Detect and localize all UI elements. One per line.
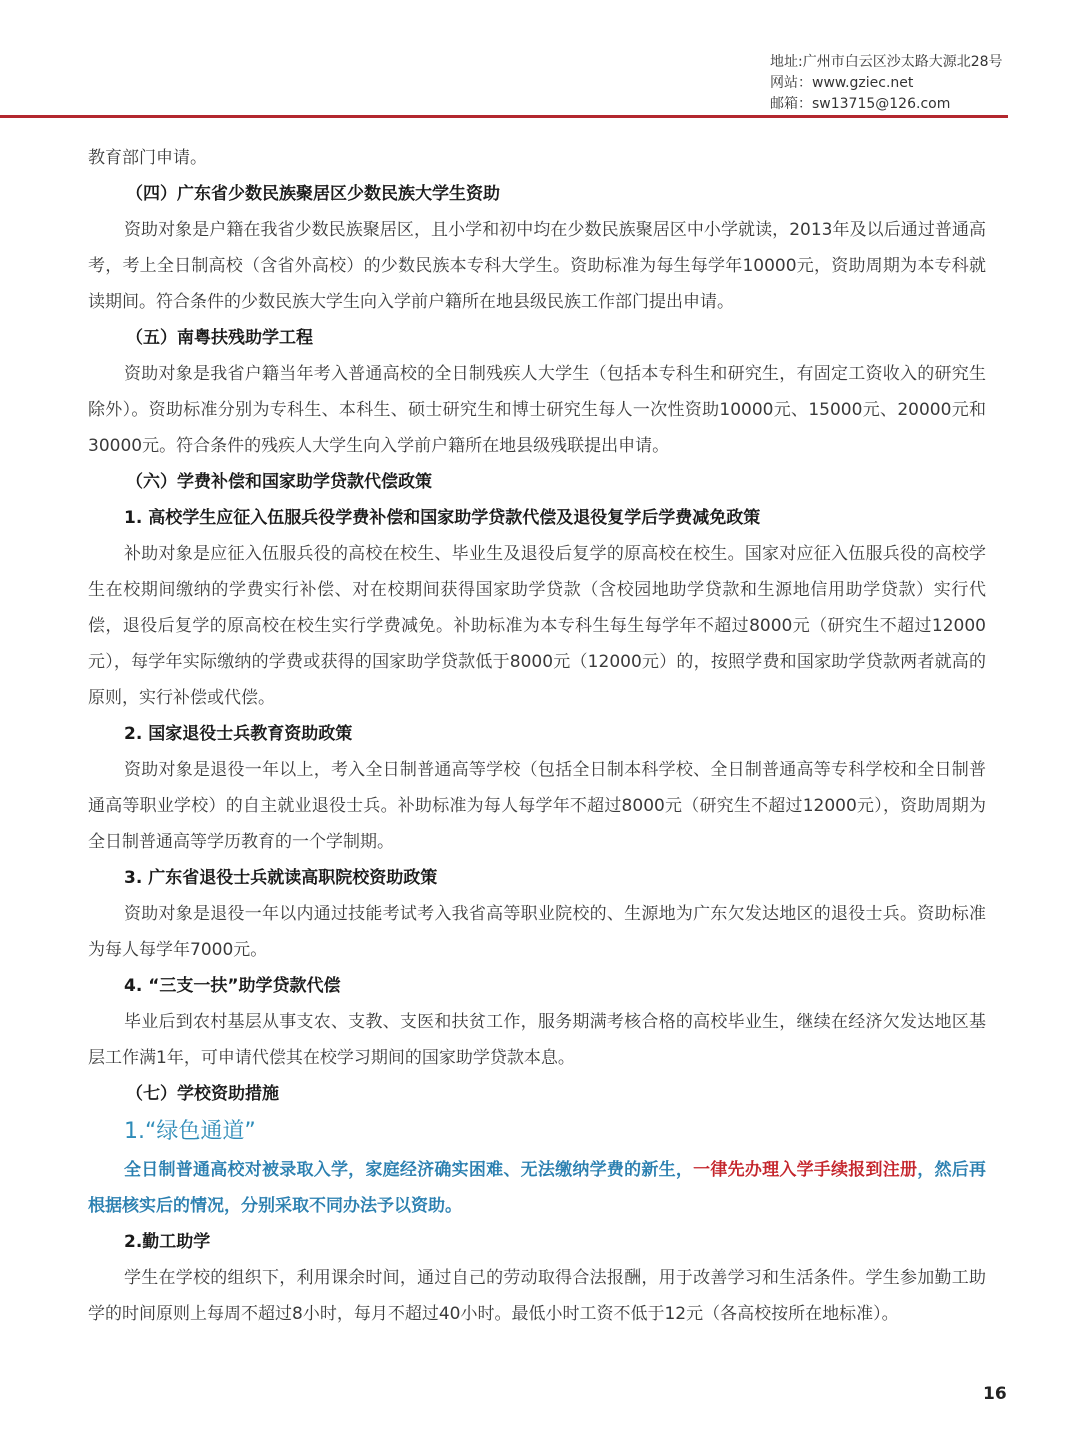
paragraph-work-study: 学生在学校的组织下，利用课余时间，通过自己的劳动取得合法报酬，用于改善学习和生活条件。学生参加勤工助学的时间原则上每周不超过8小时，每月不超过40小时。最低小时工资不低于12元（各高校按所在地标准）。	[88, 1268, 986, 1324]
paragraph-minority-aid: 资助对象是户籍在我省少数民族聚居区，且小学和初中均在少数民族聚居区中小学就读，2013年及以后通过普通高考，考上全日制高校（含省外高校）的少数民族本专科大学生。资助标准为每生每学年10000元，资助周期为本专科就读期间。符合条件的少数民族大学生向入学前户籍所在地县级民族工作部门提出申请。	[88, 220, 986, 312]
paragraph-veteran-education: 资助对象是退役一年以上，考入全日制普通高等学校（包括全日制本科学校、全日制普通高等专科学校和全日制普通高等职业学校）的自主就业退役士兵。补助标准为每人每学年不超过8000元（研究生不超过12000元），资助周期为全日制普通高等学历教育的一个学制期。	[88, 760, 986, 852]
page-number: 16	[983, 1384, 1007, 1404]
header-divider	[0, 115, 1008, 118]
paragraph-enlistment-compensation: 补助对象是应征入伍服兵役的高校在校生、毕业生及退役后复学的原高校在校生。国家对应征入伍服兵役的高校学生在校期间缴纳的学费实行补偿、对在校期间获得国家助学贷款（含校园地助学贷款和生源地信用助学贷款）实行代偿，退役后复学的原高校在校生实行学费减免。补助标准为本专科生每生每学年不超过8000元（研究生不超过12000元），每学年实际缴纳的学费或获得的国家助学贷款低于8000元（12000元）的，按照学费和国家助学贷款两者就高的原则，实行补偿或代偿。	[88, 544, 986, 708]
section-heading-7: （七）学校资助措施	[126, 1084, 279, 1104]
section-heading-5: （五）南粤扶残助学工程	[126, 328, 313, 348]
section-heading-6: （六）学费补偿和国家助学贷款代偿政策	[126, 472, 432, 492]
subheading-6-2: 2. 国家退役士兵教育资助政策	[124, 724, 353, 744]
green-channel-text-2: ，然后再根据核实后的情况，分别采取不同办法予以资助。	[88, 1160, 987, 1216]
green-channel-title: 1.“绿色通道”	[124, 1119, 256, 1144]
subheading-6-3: 3. 广东省退役士兵就读高职院校资助政策	[124, 868, 438, 888]
paragraph-continuation: 教育部门申请。	[88, 148, 207, 168]
green-channel-paragraph	[88, 1152, 986, 1224]
green-channel-text-1: 全日制普通高校对被录取入学，家庭经济确实困难、无法缴纳学费的新生，	[124, 1160, 694, 1180]
paragraph-three-supports: 毕业后到农村基层从事支农、支教、支医和扶贫工作，服务期满考核合格的高校毕业生，继续在经济欠发达地区基层工作满1年，可申请代偿其在校学习期间的国家助学贷款本息。	[88, 1012, 986, 1068]
paragraph-veteran-vocational: 资助对象是退役一年以内通过技能考试考入我省高等职业院校的、生源地为广东欠发达地区的退役士兵。资助标准为每人每学年7000元。	[88, 904, 986, 960]
paragraph-disability-aid: 资助对象是我省户籍当年考入普通高校的全日制残疾人大学生（包括本专科生和研究生，有固定工资收入的研究生除外）。资助标准分别为专科生、本科生、硕士研究生和博士研究生每人一次性资助10000元、15000元、20000元和30000元。符合条件的残疾人大学生向入学前户籍所在地县级残联提出申请。	[88, 364, 986, 456]
website-text: 网站：www.gziec.net	[770, 75, 914, 91]
header-contact-info	[770, 52, 1003, 115]
subheading-6-1: 1. 高校学生应征入伍服兵役学费补偿和国家助学贷款代偿及退役复学后学费减免政策	[124, 508, 761, 528]
section-heading-4: （四）广东省少数民族聚居区少数民族大学生资助	[126, 184, 500, 204]
email-text: 邮箱：sw13715@126.com	[770, 96, 951, 112]
green-channel-text-emphasis: 一律先办理入学手续报到注册	[693, 1160, 918, 1180]
address-text: 地址:广州市白云区沙太路大源北28号	[770, 54, 1003, 70]
subheading-7-2: 2.勤工助学	[124, 1232, 211, 1252]
subheading-6-4: 4. “三支一扶”助学贷款代偿	[124, 976, 341, 996]
page-body	[88, 140, 986, 1332]
